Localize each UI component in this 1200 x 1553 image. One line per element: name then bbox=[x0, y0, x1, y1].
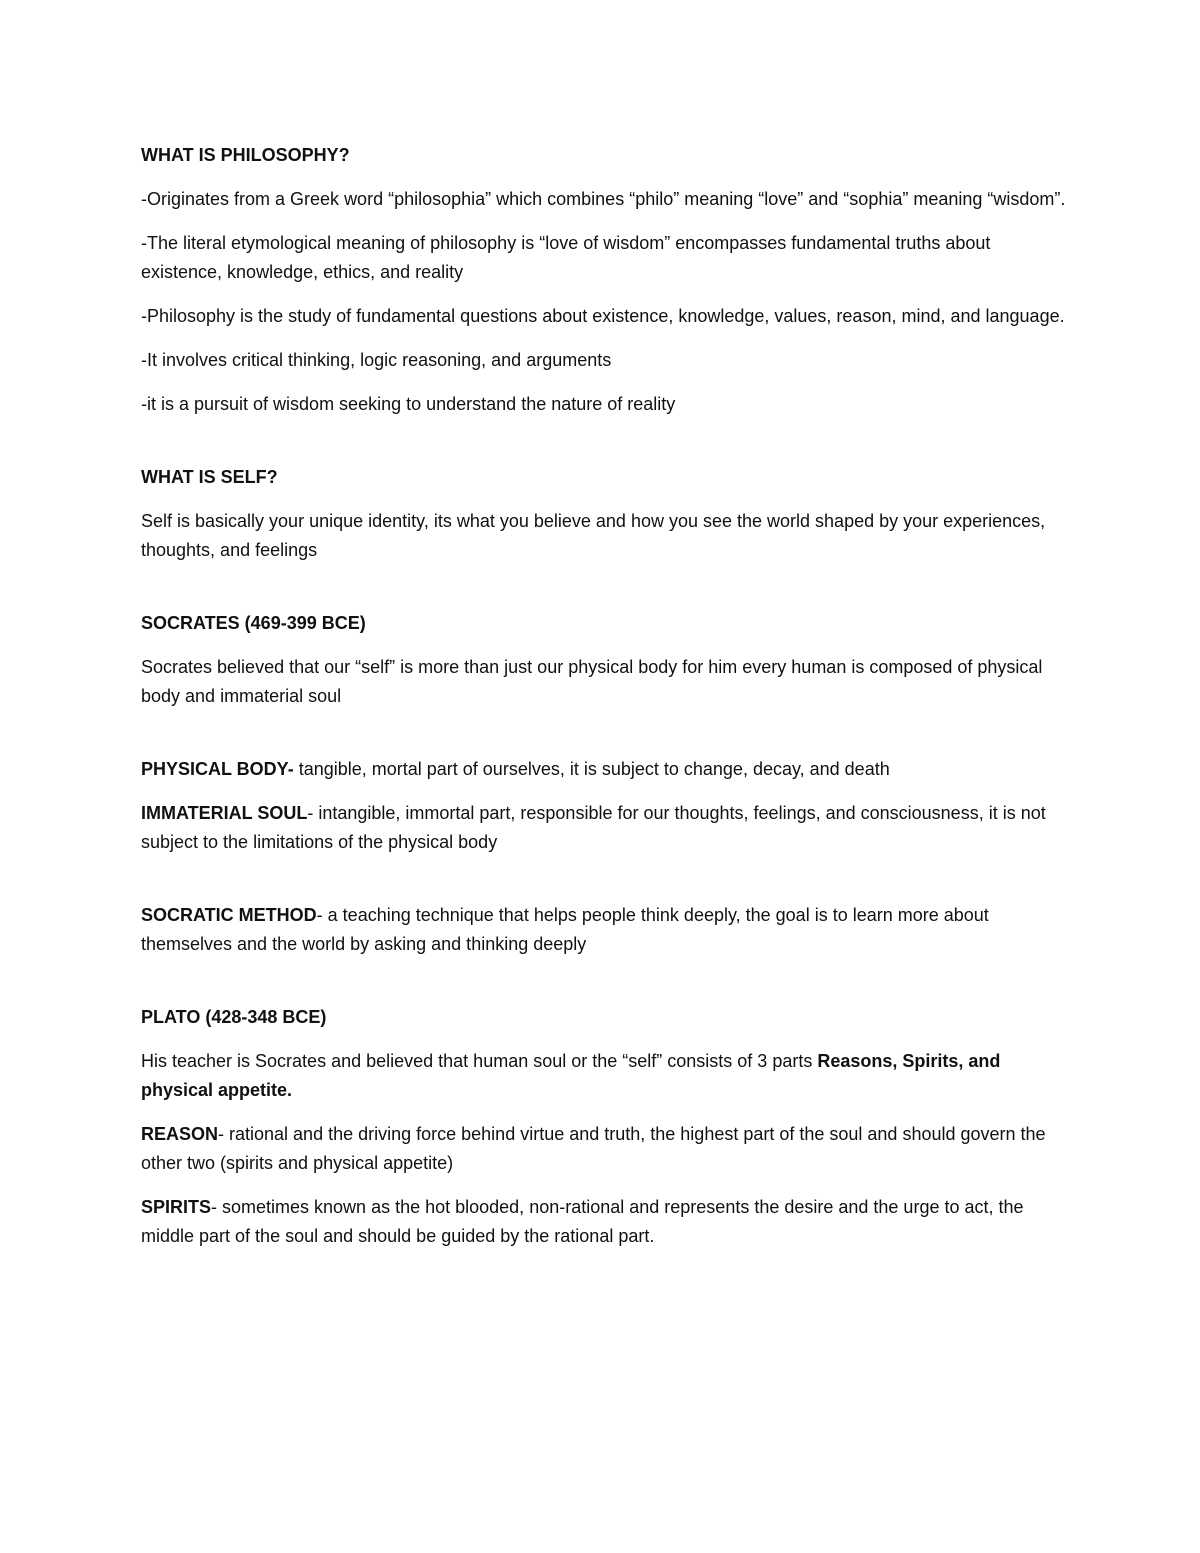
physical-body-term: PHYSICAL BODY- bbox=[141, 759, 294, 779]
physical-body-definition bbox=[141, 755, 1066, 784]
plato-paragraph bbox=[141, 1047, 1066, 1105]
philosophy-heading: WHAT IS PHILOSOPHY? bbox=[141, 145, 350, 165]
philosophy-paragraph-1: -Originates from a Greek word “philosophia” which combines “philo” meaning “love” and “sophia” meaning “wisdom”. bbox=[141, 189, 1066, 209]
socrates-paragraph: Socrates believed that our “self” is more than just our physical body for him every human is composed of physical body and immaterial soul bbox=[141, 657, 1043, 706]
philosophy-paragraph-5: -it is a pursuit of wisdom seeking to understand the nature of reality bbox=[141, 394, 676, 414]
spirits-text: - sometimes known as the hot blooded, non-rational and represents the desire and the urge to act, the middle part of the soul and should be guided by the rational part. bbox=[141, 1197, 1024, 1246]
socratic-method-term: SOCRATIC METHOD bbox=[141, 905, 317, 925]
reason-definition bbox=[141, 1120, 1066, 1178]
plato-soul-parts: Reasons, Spirits, and physical appetite. bbox=[141, 1051, 1001, 1100]
reason-term: REASON bbox=[141, 1124, 219, 1144]
philosophy-paragraph-2: -The literal etymological meaning of philosophy is “love of wisdom” encompasses fundamental truths about existence, knowledge, ethics, and reality bbox=[141, 233, 991, 282]
immaterial-soul-text: - intangible, immortal part, responsible for our thoughts, feelings, and consciousness, it is not subject to the limitations of the physical body bbox=[141, 803, 1046, 852]
philosophy-paragraph-3: -Philosophy is the study of fundamental questions about existence, knowledge, values, reason, mind, and language. bbox=[141, 306, 1065, 326]
reason-text: - rational and the driving force behind virtue and truth, the highest part of the soul and should govern the other two (spirits and physical appetite) bbox=[141, 1124, 1046, 1173]
plato-paragraph-text: His teacher is Socrates and believed that human soul or the “self” consists of 3 parts bbox=[141, 1051, 818, 1071]
physical-body-text: tangible, mortal part of ourselves, it is subject to change, decay, and death bbox=[293, 759, 890, 779]
immaterial-soul-term: IMMATERIAL SOUL bbox=[141, 803, 308, 823]
self-heading: WHAT IS SELF? bbox=[141, 467, 278, 487]
plato-heading: PLATO (428-348 BCE) bbox=[141, 1007, 327, 1027]
socratic-method-text: - a teaching technique that helps people think deeply, the goal is to learn more about themselves and the world by asking and thinking deeply bbox=[141, 905, 989, 954]
socrates-heading: SOCRATES (469-399 BCE) bbox=[141, 613, 366, 633]
self-paragraph: Self is basically your unique identity, its what you believe and how you see the world shaped by your experiences, thoughts, and feelings bbox=[141, 511, 1046, 560]
immaterial-soul-definition bbox=[141, 799, 1066, 857]
philosophy-paragraph-4: -It involves critical thinking, logic reasoning, and arguments bbox=[141, 350, 612, 370]
socratic-method-definition bbox=[141, 901, 1066, 959]
document-page bbox=[141, 141, 1066, 1266]
spirits-term: SPIRITS bbox=[141, 1197, 212, 1217]
spirits-definition bbox=[141, 1193, 1066, 1251]
